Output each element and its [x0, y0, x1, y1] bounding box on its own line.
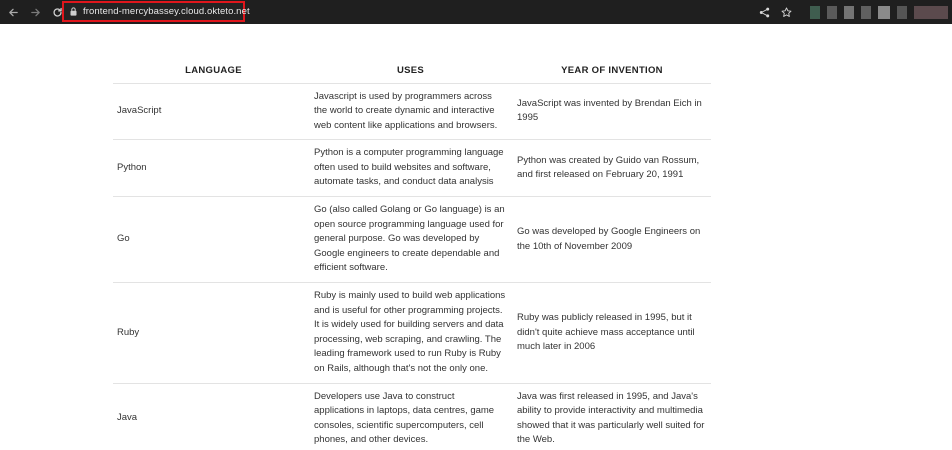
cell-language: Python [113, 140, 310, 197]
cell-year: Go was developed by Google Engineers on the 10th of November 2009 [511, 197, 711, 283]
header-uses: USES [310, 58, 511, 83]
table-row [113, 283, 711, 384]
header-language: LANGUAGE [113, 58, 310, 83]
cell-language: Java [113, 383, 310, 450]
toolbar-right [758, 0, 952, 24]
back-arrow-icon[interactable] [4, 3, 22, 21]
cell-language: JavaScript [113, 83, 310, 140]
cell-uses: Javascript is used by programmers across the world to create dynamic and interactive web content like applications and browsers. [310, 83, 511, 140]
cell-year: JavaScript was invented by Brendan Eich in 1995 [511, 83, 711, 140]
table-row [113, 197, 711, 283]
extension-icon[interactable] [861, 6, 871, 19]
cell-uses: Go (also called Golang or Go language) is an open source programming language used for general purpose. Go was developed by Google engineers to create dependable and efficient software. [310, 197, 511, 283]
extension-icon[interactable] [897, 6, 907, 19]
extension-icon[interactable] [827, 6, 837, 19]
table-row [113, 383, 711, 450]
cell-uses: Ruby is mainly used to build web applications and is useful for other programming projects. It is widely used for building servers and data processing, web scraping, and crawling. The leading framework used to run Ruby is Ruby on Rails, although that's not the only one. [310, 283, 511, 384]
table-header-row [113, 58, 711, 83]
extension-icon[interactable] [844, 6, 854, 19]
url-text: frontend-mercybassey.cloud.okteto.net [83, 6, 250, 17]
header-year-of-invention: YEAR OF INVENTION [511, 58, 711, 83]
browser-toolbar [0, 0, 952, 24]
languages-table [113, 58, 711, 450]
cell-language: Ruby [113, 283, 310, 384]
extension-icon[interactable] [878, 6, 890, 19]
cell-uses: Python is a computer programming language often used to build websites and software, automate tasks, and conduct data analysis [310, 140, 511, 197]
extensions-area [810, 6, 952, 19]
table-row [113, 140, 711, 197]
extension-icon[interactable] [810, 6, 820, 19]
forward-arrow-icon[interactable] [26, 3, 44, 21]
languages-table-container [113, 58, 711, 450]
lock-icon[interactable] [70, 7, 77, 16]
cell-year: Ruby was publicly released in 1995, but it didn't quite achieve mass acceptance until much later in 2006 [511, 283, 711, 384]
cell-language: Go [113, 197, 310, 283]
star-icon[interactable] [780, 6, 792, 18]
address-bar[interactable] [62, 1, 250, 22]
profile-avatar[interactable] [914, 6, 948, 19]
cell-year: Java was first released in 1995, and Java's ability to provide interactivity and multimedia showed that it was particularly well suited for the Web. [511, 383, 711, 450]
share-icon[interactable] [758, 6, 770, 18]
table-row [113, 83, 711, 140]
cell-uses: Developers use Java to construct applications in laptops, data centres, game consoles, scientific supercomputers, cell phones, and other devices. [310, 383, 511, 450]
cell-year: Python was created by Guido van Rossum, and first released on February 20, 1991 [511, 140, 711, 197]
